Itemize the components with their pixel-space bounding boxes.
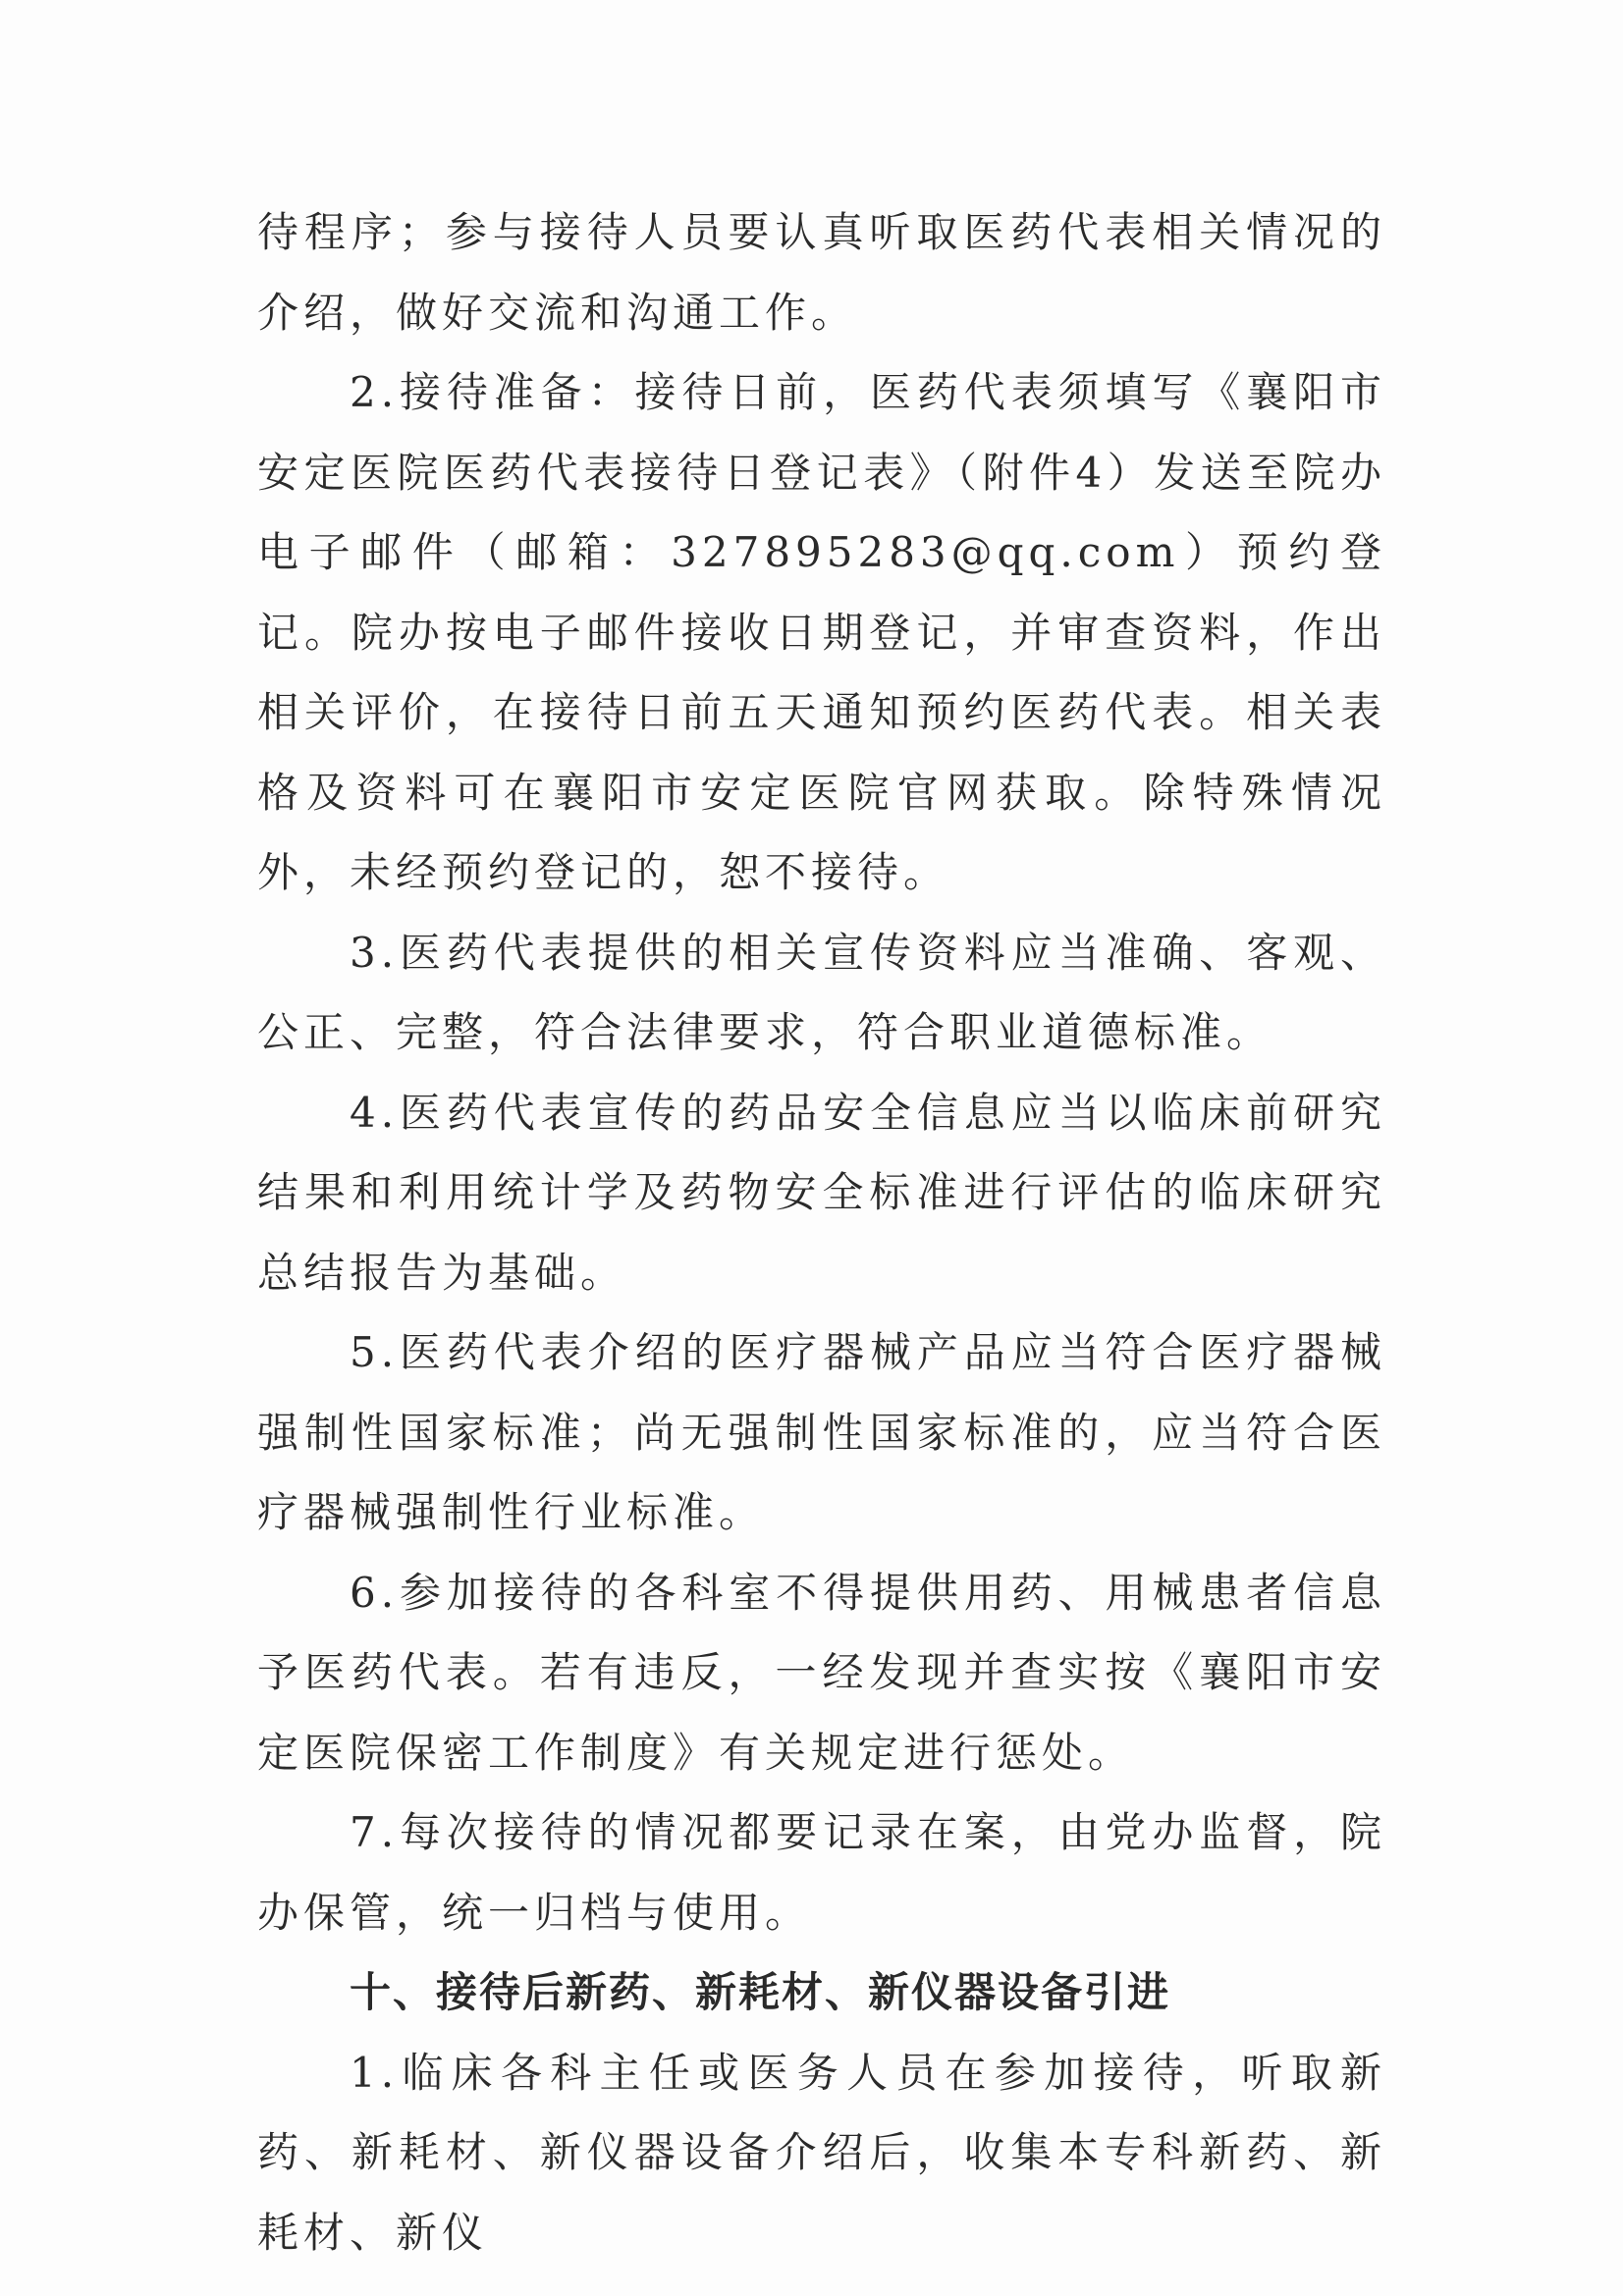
- paragraph-reception-preparation: 2.接待准备：接待日前，医药代表须填写《襄阳市安定医院医药代表接待日登记表》（附件4）发送至院办电子邮件（邮箱：327895283@qq.com）预约登记。院办按电子邮件接收日期登记，并审查资料，作出相关评价，在接待日前五天通知预约医药代表。相关表格及资料可在襄阳市安定医院官网获取。除特殊情况外，未经预约登记的，恕不接待。: [257, 368, 1386, 896]
- document-body: [257, 192, 1386, 2272]
- paragraph-patient-info-confidentiality: 6.参加接待的各科室不得提供用药、用械患者信息予医药代表。若有违反，一经发现并查实按《襄阳市安定医院保密工作制度》有关规定进行惩处。: [257, 1568, 1386, 1777]
- section-heading-ten: 十、接待后新药、新耗材、新仪器设备引进: [350, 1968, 1171, 2016]
- paragraph-drug-safety-info: 4.医药代表宣传的药品安全信息应当以临床前研究结果和利用统计学及药物安全标准进行评估的临床研究总结报告为基础。: [257, 1088, 1386, 1297]
- paragraph-continuation: 待程序；参与接待人员要认真听取医药代表相关情况的介绍，做好交流和沟通工作。: [257, 208, 1386, 337]
- paragraph-promotional-materials: 3.医药代表提供的相关宣传资料应当准确、客观、公正、完整，符合法律要求，符合职业道德标准。: [257, 928, 1386, 1056]
- paragraph-medical-device-standards: 5.医药代表介绍的医疗器械产品应当符合医疗器械强制性国家标准；尚无强制性国家标准的，应当符合医疗器械强制性行业标准。: [257, 1328, 1386, 1536]
- paragraph-new-products-collection: 1.临床各科主任或医务人员在参加接待，听取新药、新耗材、新仪器设备介绍后，收集本专科新药、新耗材、新仪: [257, 2048, 1386, 2257]
- paragraph-reception-records: 7.每次接待的情况都要记录在案，由党办监督，院办保管，统一归档与使用。: [257, 1808, 1386, 1937]
